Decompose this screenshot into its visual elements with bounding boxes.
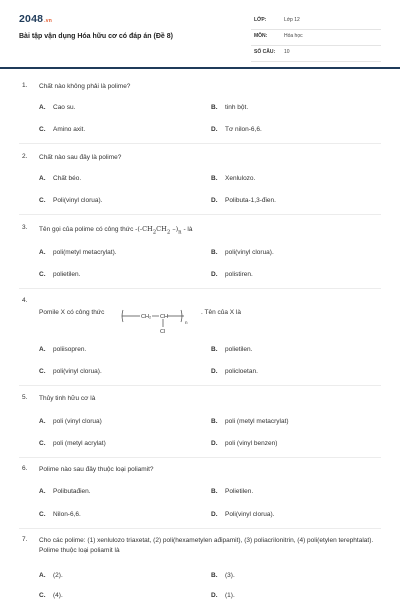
option-c[interactable] xyxy=(39,368,102,375)
option-letter: D. xyxy=(211,592,218,599)
option-b[interactable] xyxy=(211,104,248,111)
question-number: 3. xyxy=(22,224,28,231)
option-letter: A. xyxy=(39,175,46,182)
option-letter: D. xyxy=(211,511,218,518)
option-a[interactable] xyxy=(39,346,86,353)
meta-count xyxy=(251,45,381,62)
option-d[interactable] xyxy=(211,592,235,599)
question-stem xyxy=(39,309,104,316)
option-letter: C. xyxy=(39,368,46,375)
option-d[interactable] xyxy=(211,511,275,518)
header-divider xyxy=(0,67,400,69)
question-number: 1. xyxy=(22,82,28,89)
question-stem: Chất nào không phải là polime? xyxy=(39,83,131,90)
option-c[interactable] xyxy=(39,197,103,204)
option-letter: B. xyxy=(211,418,218,425)
question-divider xyxy=(19,457,381,458)
cl-label: Cl xyxy=(160,329,166,334)
question-number: 5. xyxy=(22,394,28,401)
option-text: Polibuta-1,3-đien. xyxy=(225,197,276,204)
option-letter: C. xyxy=(39,592,46,599)
option-a[interactable] xyxy=(39,418,102,425)
question-divider xyxy=(19,288,381,289)
option-letter: D. xyxy=(211,440,218,447)
option-text: Nilon-6,6. xyxy=(53,511,81,518)
option-b[interactable] xyxy=(211,418,289,425)
meta-class xyxy=(251,13,381,30)
option-c[interactable] xyxy=(39,511,81,518)
question-stem: Chất nào sau đây là polime? xyxy=(39,154,122,161)
option-a[interactable] xyxy=(39,488,91,495)
meta-subject xyxy=(251,29,381,46)
option-c[interactable] xyxy=(39,126,85,133)
option-text: Chất béo. xyxy=(53,175,82,182)
option-d[interactable] xyxy=(211,126,262,133)
option-letter: D. xyxy=(211,197,218,204)
stem-text: Pomile X có công thức xyxy=(39,309,105,316)
ch-label: CH xyxy=(160,314,168,320)
option-text: poli(metyl metacrylat). xyxy=(53,249,117,256)
question-divider xyxy=(19,528,381,529)
question-divider xyxy=(19,143,381,144)
option-letter: A. xyxy=(39,346,46,353)
option-letter: D. xyxy=(211,368,218,375)
option-letter: C. xyxy=(39,271,46,278)
question-stem: Thủy tinh hữu cơ là xyxy=(39,395,96,402)
option-letter: A. xyxy=(39,572,46,579)
option-text: Poli(vinyl clorua). xyxy=(225,511,275,518)
option-text: Tơ nilon-6,6. xyxy=(225,126,262,133)
option-a[interactable] xyxy=(39,104,75,111)
option-text: Polibutađien. xyxy=(53,488,91,495)
formula-text: -(-CH xyxy=(135,225,153,233)
option-letter: D. xyxy=(211,271,218,278)
question-stem: Cho các polime: (1) xenlulozo triaxetat, (2) poli(hexametylen ađipamit), (3) poliacrilonitrin, (4) poli(etylen terephtalat). Polime thuộc loại poliamit là xyxy=(39,537,374,554)
stem-text: Tên gọi của polime có công thức xyxy=(39,226,134,233)
option-letter: B. xyxy=(211,175,218,182)
question-number: 6. xyxy=(22,465,28,472)
option-c[interactable] xyxy=(39,440,106,447)
option-c[interactable] xyxy=(39,592,63,599)
option-text: poliisopren. xyxy=(53,346,87,353)
option-letter: B. xyxy=(211,346,218,353)
option-text: poli (metyl acrylat) xyxy=(53,440,106,447)
option-d[interactable] xyxy=(211,271,253,278)
header xyxy=(0,0,400,62)
option-text: poli(vinyl clorua). xyxy=(225,249,274,256)
subscript-n: n xyxy=(185,320,188,325)
option-letter: A. xyxy=(39,249,46,256)
option-letter: A. xyxy=(39,104,46,111)
site-logo[interactable] xyxy=(19,13,52,25)
meta-value: 10 xyxy=(284,49,290,55)
question-number: 2. xyxy=(22,153,28,160)
option-b[interactable] xyxy=(211,346,252,353)
structural-formula xyxy=(118,302,198,334)
meta-value: Hóa học xyxy=(284,33,303,39)
option-text: polietilen. xyxy=(53,271,81,278)
option-a[interactable] xyxy=(39,175,81,182)
option-letter: C. xyxy=(39,440,46,447)
option-text: Polietilen. xyxy=(225,488,254,495)
option-d[interactable] xyxy=(211,368,258,375)
question-stem: Polime nào sau đây thuộc loại poliamit? xyxy=(39,466,154,473)
question-stem xyxy=(39,224,379,237)
option-text: polistiren. xyxy=(225,271,253,278)
meta-label: LỚP: xyxy=(254,17,267,23)
option-letter: B. xyxy=(211,249,218,256)
stem-text: . Tên của X là xyxy=(201,309,241,316)
option-text: poli (metyl metacrylat) xyxy=(225,418,289,425)
option-text: poli (vinyl clorua) xyxy=(53,418,102,425)
polymer-formula: $-(-CH_2CH_2$ $-)_n$ xyxy=(135,225,182,236)
option-d[interactable] xyxy=(211,197,276,204)
option-b[interactable] xyxy=(211,488,253,495)
option-text: (4). xyxy=(53,592,63,599)
option-letter: A. xyxy=(39,488,46,495)
meta-value: Lớp 12 xyxy=(284,17,300,23)
question-number: 7. xyxy=(22,536,28,543)
option-b[interactable] xyxy=(211,572,235,579)
option-text: Cao su. xyxy=(53,104,76,111)
option-text: (3). xyxy=(225,572,235,579)
option-c[interactable] xyxy=(39,271,80,278)
meta-label: SỐ CÂU: xyxy=(254,49,276,55)
option-text: polietilen. xyxy=(225,346,253,353)
option-text: poli(vinyl clorua). xyxy=(53,368,102,375)
option-text: policloetan. xyxy=(225,368,258,375)
option-a[interactable] xyxy=(39,249,117,256)
option-letter: B. xyxy=(211,104,218,111)
stem-text: - là xyxy=(183,226,193,233)
question-divider xyxy=(19,385,381,386)
option-text: (1). xyxy=(225,592,235,599)
meta-label: MÔN: xyxy=(254,33,268,39)
option-text: (2). xyxy=(53,572,63,579)
option-text: Amino axit. xyxy=(53,126,86,133)
logo-suffix: .vn xyxy=(44,18,52,24)
option-d[interactable] xyxy=(211,440,277,447)
option-letter: C. xyxy=(39,511,46,518)
option-letter: B. xyxy=(211,488,218,495)
question-stem-end xyxy=(201,309,241,316)
option-text: Poli(vinyl clorua). xyxy=(53,197,103,204)
question-number: 4. xyxy=(22,297,28,304)
option-text: poli (vinyl benzen) xyxy=(225,440,278,447)
option-letter: B. xyxy=(211,572,218,579)
logo-text: 2048 xyxy=(19,13,44,25)
question-divider xyxy=(19,214,381,215)
option-letter: A. xyxy=(39,418,46,425)
option-letter: C. xyxy=(39,126,46,133)
option-b[interactable] xyxy=(211,175,255,182)
option-b[interactable] xyxy=(211,249,274,256)
option-text: tinh bột. xyxy=(225,104,249,111)
option-a[interactable] xyxy=(39,572,63,579)
ch2-label: CH₂ xyxy=(141,314,152,320)
option-text: Xenlulozo. xyxy=(225,175,256,182)
option-letter: D. xyxy=(211,126,218,133)
document-title: Bài tập vận dụng Hóa hữu cơ có đáp án (Đề 8) xyxy=(19,33,173,40)
option-letter: C. xyxy=(39,197,46,204)
